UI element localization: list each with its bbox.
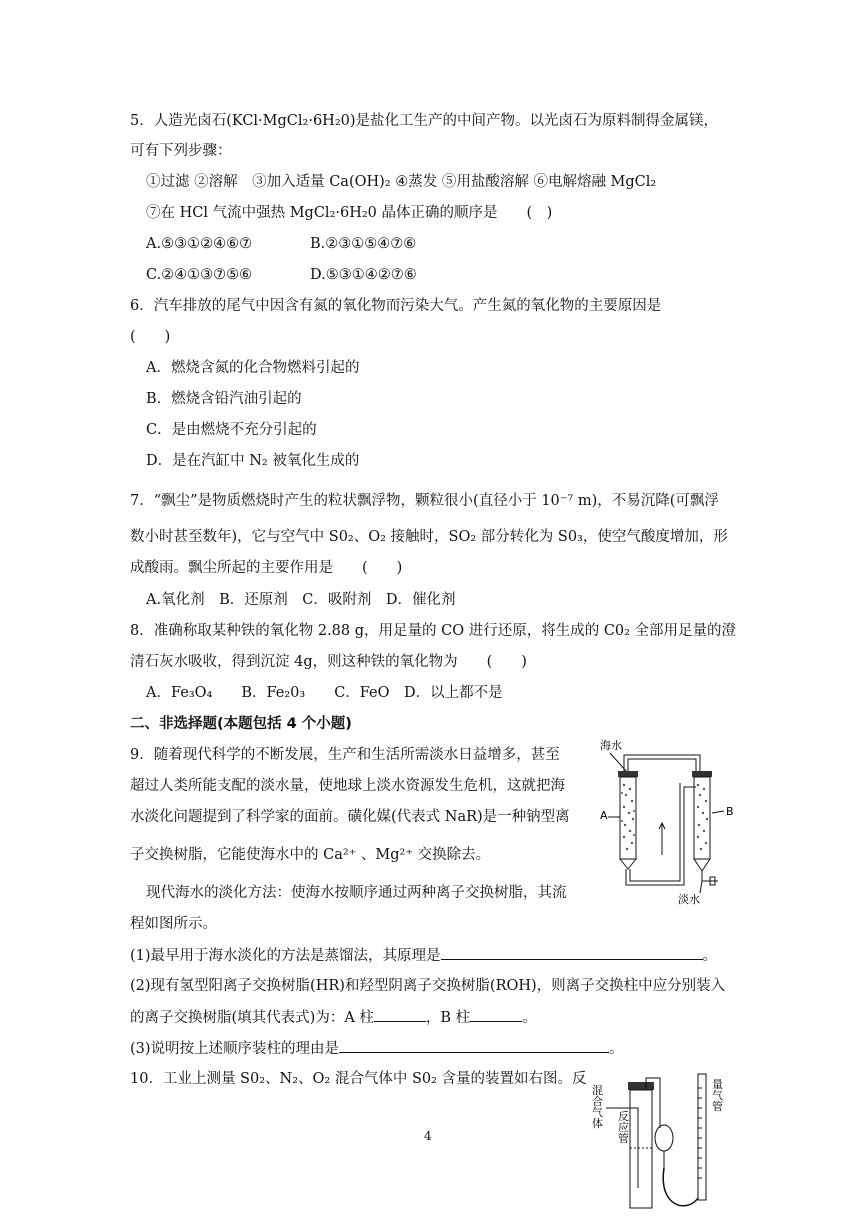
- label-a: A: [600, 809, 608, 822]
- gas-burette-label: 量气管: [712, 1078, 723, 1113]
- q6-stem-line1: 6．汽车排放的尾气中因含有氮的氧化物而污染大气。产生氮的氧化物的主要原因是: [130, 298, 662, 314]
- q9-part2-line2: 的离子交换树脂(填其代表式)为：A 柱 ，B 柱 。: [130, 1007, 537, 1028]
- answer-blank-3[interactable]: [339, 1038, 609, 1053]
- q9-part3: (3)说明按上述顺序装柱的理由是 。: [130, 1038, 624, 1059]
- q5-steps-line2: ⑦在 HCl 气流中强热 MgCl₂·6H₂0 晶体正确的顺序是 ( ): [146, 205, 553, 221]
- gas-burette: [698, 1074, 706, 1200]
- column-b-cap: [692, 771, 712, 777]
- q9-line3: 水淡化问题提到了科学家的面前。磺化媒(代表式 NaR)是一种钠型离: [130, 809, 570, 825]
- q8-stem-line1: 8．准确称取某种铁的氧化物 2.88 g，用足量的 CO 进行还原，将生成的 C0₂ 全部用足量的澄: [130, 623, 737, 639]
- so2-apparatus-diagram: [588, 1068, 738, 1214]
- label-b: B: [726, 805, 734, 818]
- q7-options: A.氧化剂 B．还原剂 C．吸附剂 D．催化剂: [146, 592, 456, 608]
- answer-blank-1[interactable]: [441, 945, 703, 960]
- section-heading: 二、非选择题(本题包括 4 个小题): [130, 716, 352, 732]
- page-number: 4: [424, 1129, 432, 1143]
- q5-option-a: A.⑤③①②④⑥⑦: [146, 236, 253, 252]
- column-a-cap: [618, 771, 638, 777]
- q7-stem-line2: 数小时甚至数年)，它与空气中 S0₂、O₂ 接触时，SO₂ 部分转化为 S0₃，使空气酸度增加，形: [130, 529, 728, 545]
- reaction-tube-label: 反应管: [618, 1110, 629, 1145]
- q5-stem-line1: 5．人造光卤石(KCl·MgCl₂·6H₂0)是盐化工生产的中间产物。以光卤石为原料制得金属镁，: [130, 113, 719, 129]
- q7-stem-line3: 成酸雨。飘尘所起的主要作用是 ( ): [130, 560, 403, 576]
- q5-option-d: D.⑤③①④②⑦⑥: [310, 267, 417, 283]
- q6-option-c: C．是由燃烧不充分引起的: [146, 422, 317, 438]
- q9-line2: 超过人类所能支配的淡水量，使地球上淡水资源发生危机，这就把海: [130, 778, 565, 794]
- freshwater-label: 淡水: [678, 893, 700, 905]
- q9-line1: 9．随着现代科学的不断发展，生产和生活所需淡水日益增多，甚至: [130, 747, 560, 763]
- answer-blank-b[interactable]: [470, 1007, 522, 1022]
- seawater-label: 海水: [600, 739, 622, 752]
- q8-options: A．Fe₃O₄ B．Fe₂0₃ C．FeO D．以上都不是: [146, 685, 503, 701]
- answer-blank-a[interactable]: [374, 1007, 426, 1022]
- q5-steps-line1: ①过滤 ②溶解 ③加入适量 Ca(OH)₂ ④蒸发 ⑤用盐酸溶解 ⑥电解熔融 MgCl₂: [146, 174, 657, 190]
- q6-option-a: A．燃烧含氮的化合物燃料引起的: [146, 360, 360, 376]
- q6-option-d: D．是在汽缸中 N₂ 被氧化生成的: [146, 453, 360, 469]
- q9-line6: 程如图所示。: [130, 916, 217, 932]
- q5-option-c: C.②④①③⑦⑤⑥: [146, 267, 253, 283]
- ion-exchange-diagram: [596, 735, 746, 905]
- q5-option-b: B.②③①⑤④⑦⑥: [310, 236, 417, 252]
- q6-stem-line2: ( ): [130, 329, 171, 345]
- leveling-bulb: [655, 1125, 673, 1151]
- q8-stem-line2: 清石灰水吸收，得到沉淀 4g，则这种铁的氧化物为 ( ): [130, 654, 527, 670]
- q9-line5: 现代海水的淡化方法：使海水按顺序通过两种离子交换树脂，其流: [146, 885, 567, 901]
- q7-stem-line1: 7．“飘尘”是物质燃烧时产生的粒状飘浮物，颗粒很小(直径小于 10⁻⁷ m)，不易沉降(可飘浮: [130, 493, 719, 509]
- q9-part1: (1)最早用于海水淡化的方法是蒸馏法，其原理是 。: [130, 945, 717, 966]
- q10-line1: 10．工业上测量 S0₂、N₂、O₂ 混合气体中 S0₂ 含量的装置如右图。反: [130, 1071, 587, 1087]
- q5-stem-line2: 可有下列步骤：: [130, 143, 232, 159]
- q9-line4: 子交换树脂，它能使海水中的 Ca²⁺ 、Mg²⁺ 交换除去。: [130, 847, 491, 863]
- q9-part2-line1: (2)现有氢型阳离子交换树脂(HR)和羟型阴离子交换树脂(ROH)，则离子交换柱中应分别装入: [130, 978, 726, 994]
- q6-option-b: B．燃烧含铅汽油引起的: [146, 391, 302, 407]
- mixed-gas-label: 混合气体: [592, 1084, 603, 1130]
